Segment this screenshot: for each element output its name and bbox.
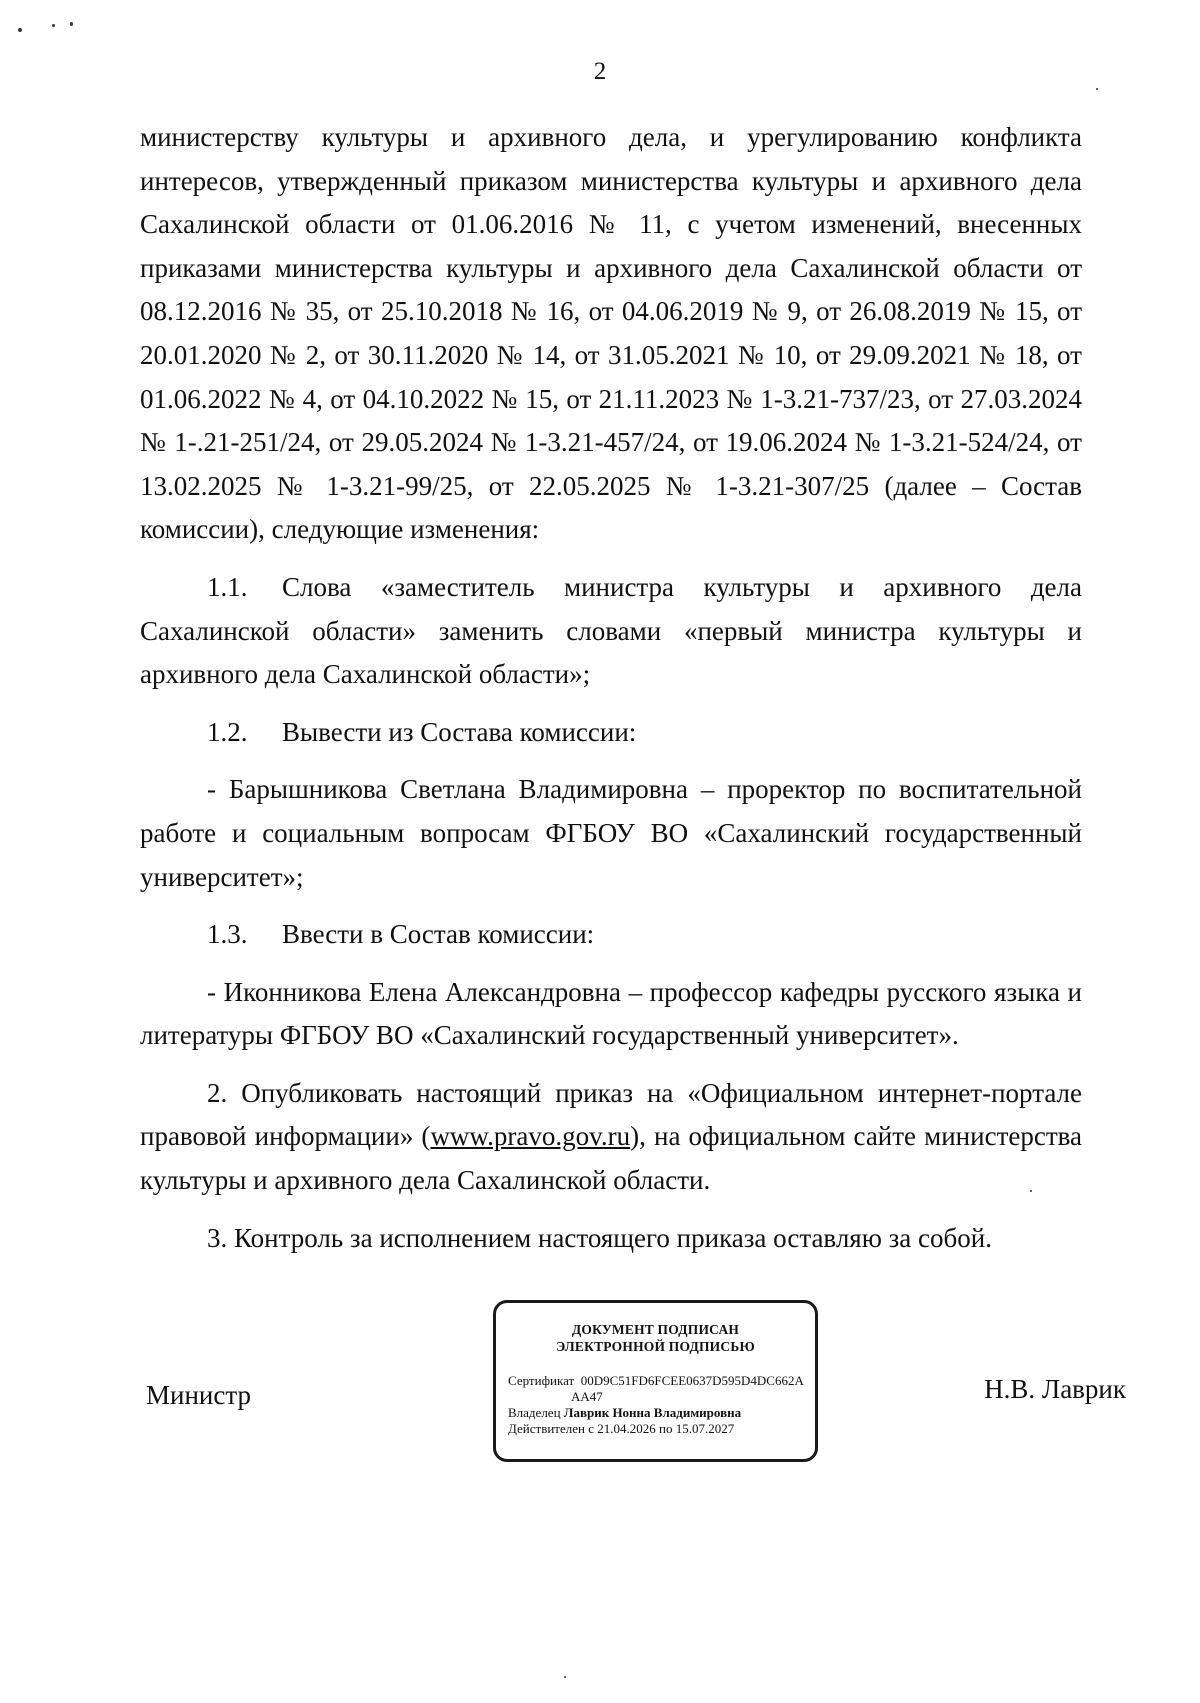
- item-1-1-body: Слова «заместитель министра культуры и архивного дела Сахалинской области» заменить словами «первый министра культуры и архивного дела Сахалинской области»;: [140, 571, 1082, 690]
- stamp-validity: Действителен с 21.04.2026 по 15.07.2027: [508, 1421, 735, 1436]
- item-1-3: [140, 913, 1082, 957]
- page-number: 2: [593, 58, 607, 85]
- item-1-3-text: Ввести в Состав комиссии:: [282, 919, 595, 950]
- item-1-2: [140, 711, 1082, 755]
- stamp-details: [508, 1373, 803, 1437]
- stamp-certificate: [508, 1373, 803, 1389]
- stamp-certificate-label: Сертификат: [508, 1373, 575, 1388]
- signer-name: Н.В. Лаврик: [984, 1374, 1126, 1404]
- signer-position: Министр: [146, 1380, 251, 1410]
- stamp-title-line1: ДОКУМЕНТ ПОДПИСАН: [571, 1322, 740, 1337]
- electronic-signature-stamp: [493, 1300, 818, 1462]
- pravo-link[interactable]: www.pravo.gov.ru: [430, 1121, 631, 1152]
- publish-text-start: 2. Опубликовать настоящий приказ на «Официальном интернет-портале правовой информации» (: [140, 1077, 1082, 1152]
- item-1-3-number: 1.3.: [207, 919, 248, 950]
- scan-speck: [564, 1676, 566, 1678]
- scan-speck: [1030, 1190, 1032, 1192]
- publish-text-end: ), на официальном сайте министерства культуры и архивного дела Сахалинской области.: [140, 1121, 1083, 1196]
- item-1-2-entry: - Барышникова Светлана Владимировна – проректор по воспитательной работе и социальным вопросам ФГБОУ ВО «Сахалинский государственный университет»;: [140, 774, 1082, 892]
- stamp-owner: [508, 1405, 803, 1421]
- paragraph-publish: [140, 1072, 1082, 1203]
- item-1-2-number: 1.2.: [207, 716, 248, 747]
- scan-speck: [70, 22, 73, 26]
- item-1-2-text: Вывести из Состава комиссии:: [282, 716, 637, 747]
- stamp-certificate-value: 00D9C51FD6FCEE0637D595D4DC662A: [580, 1373, 804, 1388]
- item-1-1-number: 1.1.: [207, 571, 248, 602]
- scan-speck: [52, 24, 55, 27]
- stamp-owner-label: Владелец: [508, 1405, 561, 1420]
- scan-speck: [18, 28, 22, 32]
- item-1-3-entry: - Иконникова Елена Александровна – профессор кафедры русского языка и литературы ФГБОУ ВО «Сахалинский государственный университет».: [140, 976, 1082, 1051]
- stamp-title-line2: ЭЛЕКТРОННОЙ ПОДПИСЬЮ: [556, 1339, 755, 1354]
- stamp-certificate-tail: AA47: [571, 1389, 603, 1404]
- document-body: [140, 116, 1082, 1260]
- paragraph-control: 3. Контроль за исполнением настоящего приказа оставляю за собой.: [207, 1222, 992, 1253]
- item-1-1-text: [140, 566, 1082, 697]
- stamp-owner-name: Лаврик Нонна Владимировна: [563, 1405, 742, 1420]
- signature-block: [0, 1300, 1200, 1440]
- scan-speck: [1096, 88, 1098, 90]
- paragraph-intro: министерству культуры и архивного дела, и урегулированию конфликта интересов, утвержденный приказом министерства культуры и архивного дела Сахалинской области от 01.06.2016 № 11, с учетом изменений, внесенных приказами министерства культуры и архивного дела Сахалинской области от 08.12.2016 № 35, от 25.10.2018 № 16, от 04.06.2019 № 9, от 26.08.2019 № 15, от 20.01.2020 № 2, от 30.11.2020 № 14, от 31.05.2021 № 10, от 29.09.2021 № 18, от 01.06.2022 № 4, от 04.10.2022 № 15, от 21.11.2023 № 1-3.21-737/23, от 27.03.2024 № 1-.21-251/24, от 29.05.2024 № 1-3.21-457/24, от 19.06.2024 № 1-3.21-524/24, от 13.02.2025 № 1-3.21-99/25, от 22.05.2025 № 1-3.21-307/25 (далее – Состав комиссии), следующие изменения:: [140, 122, 1082, 545]
